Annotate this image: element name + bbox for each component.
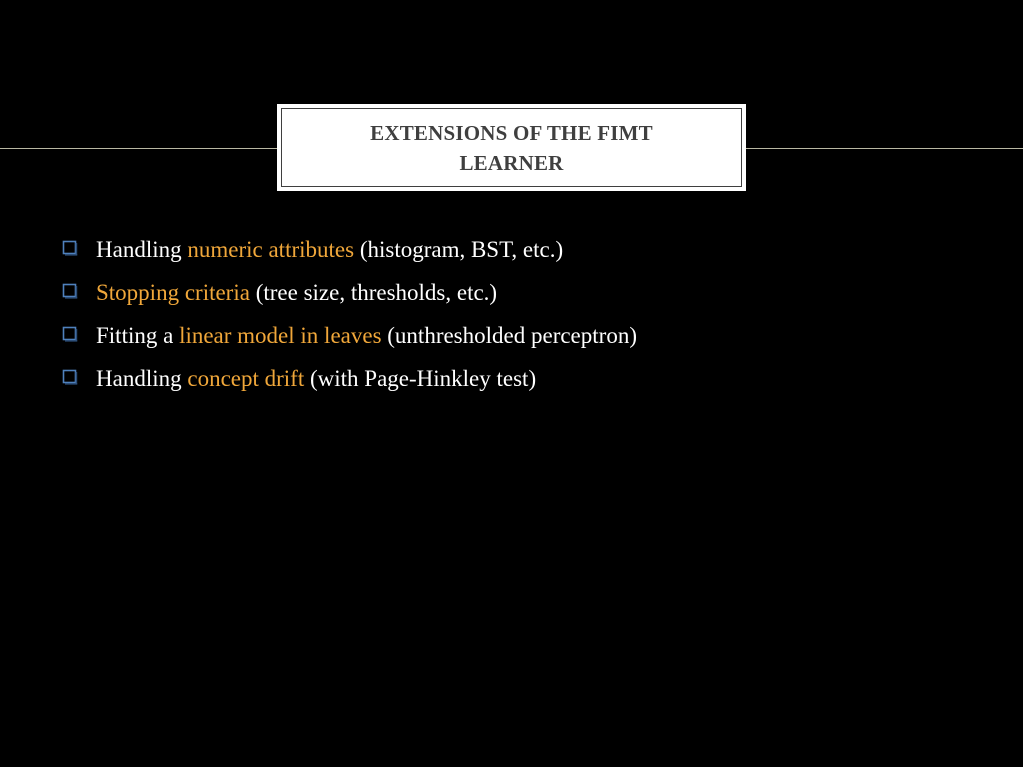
bullet-item xyxy=(62,357,637,400)
bullet-text-post: (with Page-Hinkley test) xyxy=(304,365,537,391)
bullet-item xyxy=(62,228,637,271)
bullet-item xyxy=(62,271,637,314)
bullet-highlight: numeric attributes xyxy=(187,236,355,262)
title-line-2: LEARNER xyxy=(459,150,564,175)
checkbox-bullet-icon xyxy=(62,238,78,258)
checkbox-bullet-icon xyxy=(62,281,78,301)
title-frame xyxy=(281,108,742,187)
title-box xyxy=(277,104,746,191)
bullet-text-post: (histogram, BST, etc.) xyxy=(354,236,564,262)
bullet-highlight: concept drift xyxy=(187,365,305,391)
bullet-text-post: (tree size, thresholds, etc.) xyxy=(249,279,498,305)
checkbox-bullet-icon xyxy=(62,324,78,344)
bullet-highlight: Stopping criteria xyxy=(96,279,250,305)
bullet-highlight: linear model in leaves xyxy=(179,322,382,348)
bullet-text-pre: Handling xyxy=(96,365,188,391)
bullet-text-pre: Handling xyxy=(96,236,188,262)
bullet-item xyxy=(62,314,637,357)
checkbox-bullet-icon xyxy=(62,367,78,387)
slide-title xyxy=(332,118,692,178)
bullet-list xyxy=(62,228,637,400)
bullet-text-pre: Fitting a xyxy=(96,322,180,348)
title-line-1: EXTENSIONS OF THE FIMT xyxy=(370,120,653,145)
bullet-text-post: (unthresholded perceptron) xyxy=(381,322,637,348)
